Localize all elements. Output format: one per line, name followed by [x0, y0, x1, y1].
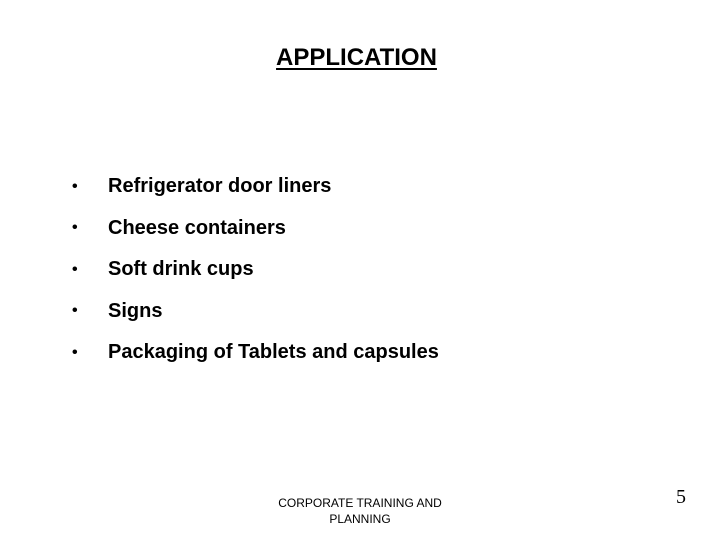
list-item — [72, 332, 439, 374]
bullet-list — [72, 166, 439, 374]
list-item — [72, 208, 439, 250]
slide-title — [0, 40, 713, 76]
bullet-icon: • — [72, 343, 78, 361]
list-item-text: Soft drink cups — [108, 258, 254, 281]
bullet-icon: • — [72, 219, 78, 237]
list-item-text: Cheese containers — [108, 216, 286, 239]
list-item — [72, 291, 439, 333]
bullet-icon: • — [72, 302, 78, 320]
bullet-icon: • — [72, 177, 78, 195]
list-item-text: Refrigerator door liners — [108, 175, 332, 198]
list-item — [72, 166, 439, 208]
list-item-text: Signs — [108, 299, 163, 322]
page-number: 5 — [676, 486, 686, 508]
bullet-icon: • — [72, 260, 78, 278]
footer-text: CORPORATE TRAINING AND PLANNING — [278, 496, 442, 526]
slide-title-text: APPLICATION — [276, 44, 437, 71]
list-item-text: Packaging of Tablets and capsules — [108, 341, 439, 364]
list-item — [72, 249, 439, 291]
